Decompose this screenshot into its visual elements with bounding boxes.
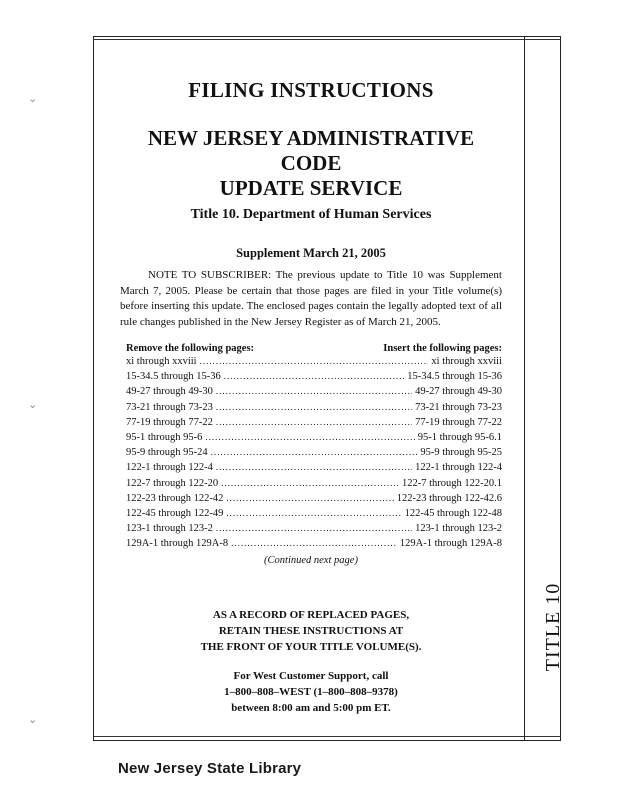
table-row xyxy=(120,356,502,371)
note-to-subscriber: NOTE TO SUBSCRIBER: The previous update to Title 10 was Supplement March 7, 2005. Please be certain that those pages are filed in your Title volume(s) before inserting this update. The enclosed pages contain the legally adopted text of all rule changes published in the New Jersey Register as of March 21, 2005. xyxy=(120,269,502,328)
table-row xyxy=(120,508,502,523)
record-line-3: THE FRONT OF YOUR TITLE VOLUME(S). xyxy=(200,641,422,653)
remove-pages-cell: xi through xxviii xyxy=(126,356,197,367)
leader-dots xyxy=(226,508,401,518)
leader-dots xyxy=(216,402,412,412)
insert-pages-cell: 95-1 through 95-6.1 xyxy=(417,431,502,443)
record-notice xyxy=(120,607,502,655)
remove-pages-cell: 15-34.5 through 15-36 xyxy=(126,371,221,383)
support-line-2: 1–800–808–WEST (1–800–808–9378) xyxy=(224,686,398,698)
margin-mark: ⌄ xyxy=(28,399,38,411)
insert-pages-cell: 73-21 through 73-23 xyxy=(415,401,502,413)
remove-pages-cell: 129A-1 through 129A-8 xyxy=(126,538,229,550)
record-line-2: RETAIN THESE INSTRUCTIONS AT xyxy=(218,625,404,637)
leader-dots xyxy=(231,538,397,548)
insert-pages-cell: 15-34.5 through 15-36 xyxy=(407,371,502,383)
remove-pages-cell: 73-21 through 73-23 xyxy=(126,401,213,413)
library-stamp: New Jersey State Library xyxy=(118,760,302,777)
supplement-date: Supplement March 21, 2005 xyxy=(236,246,386,260)
insert-pages-cell: 95-9 through 95-25 xyxy=(420,447,502,459)
title-line: Title 10. Department of Human Services xyxy=(190,207,432,222)
margin-mark: ⌄ xyxy=(28,93,38,105)
pages-table xyxy=(120,343,502,566)
insert-pages-cell: 129A-1 through 129A-8 xyxy=(399,538,502,550)
table-rows xyxy=(120,356,502,553)
table-row xyxy=(120,478,502,493)
leader-dots xyxy=(216,462,412,472)
leader-dots xyxy=(224,371,404,381)
page-subtitle xyxy=(120,126,502,201)
page-border-bottom-inner xyxy=(93,736,561,737)
remove-pages-cell: 95-1 through 95-6 xyxy=(126,431,203,443)
leader-dots xyxy=(216,523,412,533)
page-border-top-inner xyxy=(93,39,561,40)
insert-pages-cell: 77-19 through 77-22 xyxy=(415,416,502,428)
insert-pages-cell: 122-7 through 122-20.1 xyxy=(401,477,502,489)
remove-pages-cell: 122-1 through 122-4 xyxy=(126,462,213,474)
insert-pages-cell: xi through xxviii xyxy=(431,356,502,367)
support-line-3: between 8:00 am and 5:00 pm ET. xyxy=(231,702,391,714)
support-notice xyxy=(120,668,502,716)
page-title: FILING INSTRUCTIONS xyxy=(188,78,434,102)
subtitle-line-2: UPDATE SERVICE xyxy=(219,176,403,200)
leader-dots xyxy=(216,417,412,427)
subtitle-line-1: NEW JERSEY ADMINISTRATIVE CODE xyxy=(147,126,475,175)
remove-pages-cell: 122-23 through 122-42 xyxy=(126,492,224,504)
record-line-1: AS A RECORD OF REPLACED PAGES, xyxy=(212,609,410,621)
insert-pages-cell: 49-27 through 49-30 xyxy=(415,386,502,398)
remove-pages-cell: 49-27 through 49-30 xyxy=(126,386,213,398)
insert-pages-cell: 122-23 through 122-42.6 xyxy=(396,492,502,504)
leader-dots xyxy=(200,356,429,366)
leader-dots xyxy=(205,432,414,442)
table-row xyxy=(120,432,502,447)
remove-pages-cell: 95-9 through 95-24 xyxy=(126,447,208,459)
table-header xyxy=(120,343,502,354)
table-row xyxy=(120,493,502,508)
remove-pages-cell: 122-7 through 122-20 xyxy=(126,477,219,489)
insert-header: Insert the following pages: xyxy=(383,343,502,354)
table-row xyxy=(120,386,502,401)
support-line-1: For West Customer Support, call xyxy=(233,670,389,682)
leader-dots xyxy=(221,478,399,488)
continued-note: (Continued next page) xyxy=(264,555,358,567)
table-row xyxy=(120,523,502,538)
table-row xyxy=(120,402,502,417)
insert-pages-cell: 123-1 through 123-2 xyxy=(415,523,502,535)
leader-dots xyxy=(226,493,393,503)
title-tab-label: TITLE 10 xyxy=(542,582,564,672)
table-row xyxy=(120,462,502,477)
tab-divider xyxy=(524,36,525,741)
table-row xyxy=(120,417,502,432)
table-row xyxy=(120,371,502,386)
leader-dots xyxy=(211,447,418,457)
insert-pages-cell: 122-1 through 122-4 xyxy=(415,462,502,474)
remove-pages-cell: 123-1 through 123-2 xyxy=(126,523,213,535)
remove-pages-cell: 122-45 through 122-49 xyxy=(126,507,224,519)
insert-pages-cell: 122-45 through 122-48 xyxy=(404,507,502,519)
leader-dots xyxy=(216,386,412,396)
remove-header: Remove the following pages: xyxy=(126,343,255,354)
table-row xyxy=(120,538,502,553)
remove-pages-cell: 77-19 through 77-22 xyxy=(126,416,213,428)
margin-mark: ⌄ xyxy=(28,714,38,726)
table-row xyxy=(120,447,502,462)
